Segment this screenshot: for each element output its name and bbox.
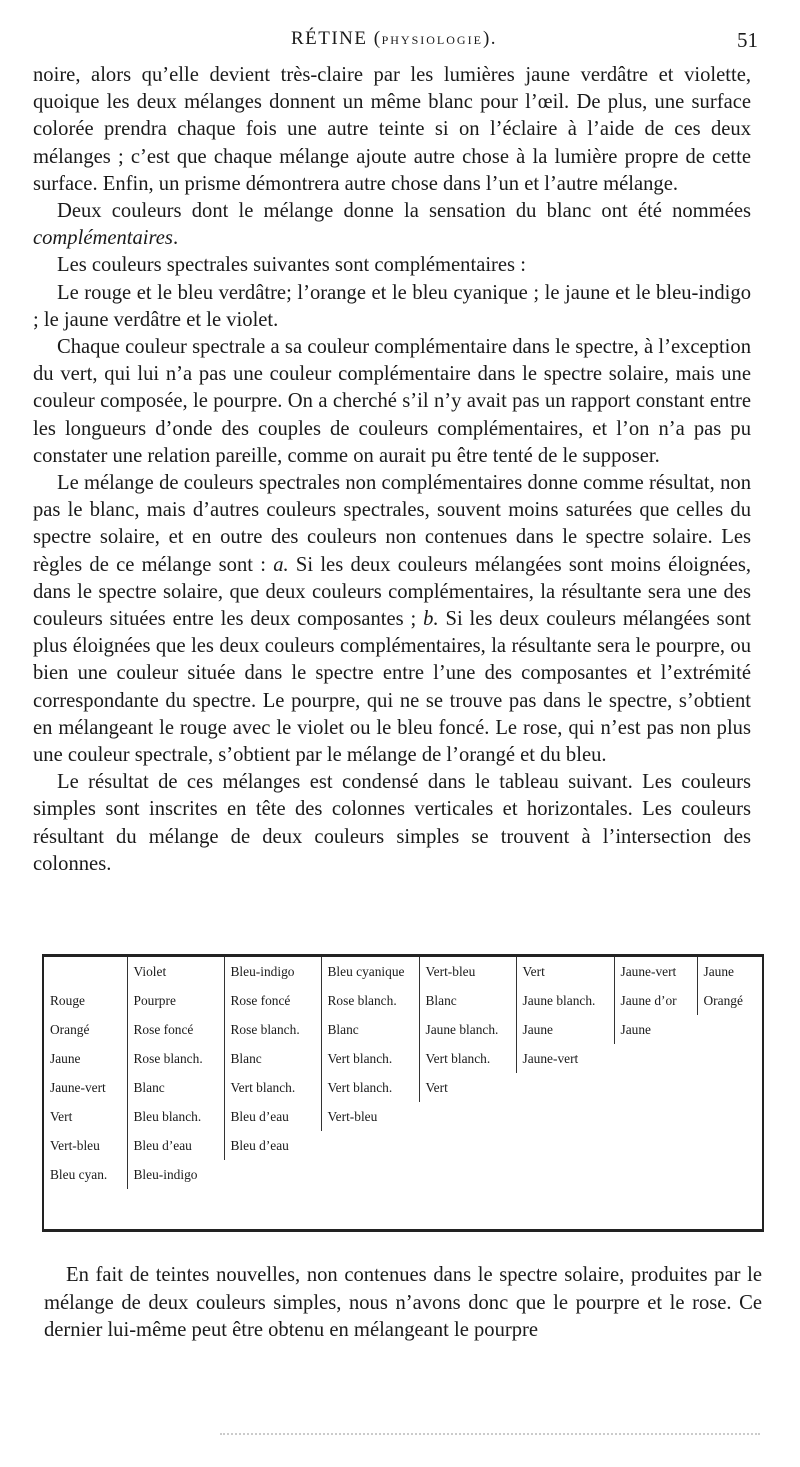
table-cell: Jaune d’or <box>614 986 697 1015</box>
table-cell <box>697 1102 766 1131</box>
table-cell <box>224 1189 321 1218</box>
table-cell: Jaune blanch. <box>516 986 614 1015</box>
table-cell <box>516 1131 614 1160</box>
table-header-cell: Jaune-vert <box>614 957 697 986</box>
table-cell <box>697 1189 766 1218</box>
table-row-label: Bleu cyan. <box>50 1166 108 1182</box>
table-cell: Blanc <box>224 1044 321 1073</box>
table-cell <box>224 1160 321 1189</box>
table-cell: Jaune <box>516 1015 614 1044</box>
running-head <box>30 28 758 60</box>
table-cell <box>419 1189 516 1218</box>
term-complementaires: complémentaires <box>33 227 173 250</box>
table-cell: Bleu d’eau <box>127 1131 224 1160</box>
table-cell <box>419 1131 516 1160</box>
mixing-table-body <box>44 957 766 1218</box>
table-row-label: Vert-bleu <box>50 1137 100 1153</box>
table-cell: Bleu d’eau <box>224 1102 321 1131</box>
mixing-table-grid <box>44 957 766 1218</box>
paragraph-2 <box>33 198 751 252</box>
table-cell <box>614 1189 697 1218</box>
table-row-label: Vert <box>50 1108 73 1124</box>
table-cell: Rose blanch. <box>127 1044 224 1073</box>
paragraph-6-part-b: Si les deux couleurs mélangées sont moins éloignées, dans le spectre solaire, que deux couleurs complémentaires, la résultante sera une des couleurs situées entre les deux composantes ; <box>33 553 752 631</box>
table-row <box>44 1073 766 1102</box>
table-cell <box>127 1189 224 1218</box>
rule-a-mark: a. <box>273 553 289 576</box>
table-header-cell: Jaune <box>697 957 766 986</box>
table-header-cell: Bleu cyanique <box>321 957 419 986</box>
paragraph-6-part-a: Le mélange de couleurs spectrales non complémentaires donne comme résultat, non pas le blanc, mais d’autres couleurs spectrales, souvent moins saturées que celles du spectre solaire, et en outre des couleurs non contenues dans le spectre solaire. Les règles de ce mélange sont : <box>33 472 751 576</box>
table-cell <box>516 1160 614 1189</box>
paragraph-6 <box>33 470 751 769</box>
table-cell: Blanc <box>321 1015 419 1044</box>
table-cell: Blanc <box>127 1073 224 1102</box>
color-mixing-table <box>42 954 764 1232</box>
paragraph-7: Le résultat de ces mélanges est condensé dans le tableau suivant. Les couleurs simples sont inscrites en tête des colonnes verticales et horizontales. Les couleurs résultant du mélange de deux couleurs simples se trouvent à l’intersection des colonnes. <box>33 771 751 875</box>
table-cell: Orangé <box>697 986 766 1015</box>
table-header-cell: Bleu-indigo <box>224 957 321 986</box>
table-row-label <box>44 1189 127 1218</box>
table-cell: Jaune <box>614 1015 697 1044</box>
title-end: ). <box>482 28 498 49</box>
page-title <box>30 28 758 50</box>
table-cell: Vert blanch. <box>321 1073 419 1102</box>
table-cell: Rose foncé <box>127 1015 224 1044</box>
page-bottom-specks <box>220 1433 760 1439</box>
table-cell <box>419 1160 516 1189</box>
table-cell: Bleu-indigo <box>127 1160 224 1189</box>
table-cell: Pourpre <box>127 986 224 1015</box>
table-cell: Blanc <box>419 986 516 1015</box>
table-cell <box>697 1160 766 1189</box>
table-cell: Vert blanch. <box>419 1044 516 1073</box>
paragraph-6-part-c: Si les deux couleurs mélangées sont plus éloignées que les deux couleurs complémentaires, la résultante sera le pourpre, ou bien une couleur située dans le spectre entre l’une des composantes et l’extrémité correspondante du spectre. Le pourpre, qui ne se trouve pas dans le spectre, s’obtient en mélangeant le rouge avec le violet ou le bleu foncé. Le rose, qui n’est pas non plus une couleur spectrale, s’obtient par le mélange de l’orangé et du bleu. <box>33 608 751 767</box>
table-cell: Vert blanch. <box>224 1073 321 1102</box>
table-cell <box>614 1073 697 1102</box>
table-cell: Vert-bleu <box>321 1102 419 1131</box>
table-cell: Bleu d’eau <box>224 1131 321 1160</box>
table-row-label: Jaune-vert <box>50 1079 106 1095</box>
table-cell <box>614 1044 697 1073</box>
table-header-cell: Vert-bleu <box>419 957 516 986</box>
table-cell <box>697 1044 766 1073</box>
table-cell: Rose blanch. <box>321 986 419 1015</box>
table-row <box>44 1131 766 1160</box>
table-cell <box>697 1015 766 1044</box>
title-main: RÉTINE ( <box>290 28 382 49</box>
table-cell <box>419 1102 516 1131</box>
closing-text <box>44 1262 762 1345</box>
table-row <box>44 1160 766 1189</box>
paragraph-2-text: Deux couleurs dont le mélange donne la sensation du blanc ont été nommées <box>57 200 751 223</box>
table-cell: Rose foncé <box>224 986 321 1015</box>
table-cell <box>614 1131 697 1160</box>
table-row <box>44 1015 766 1044</box>
table-cell <box>516 1102 614 1131</box>
table-cell: Rose blanch. <box>224 1015 321 1044</box>
table-cell: Jaune blanch. <box>419 1015 516 1044</box>
table-cell: Bleu blanch. <box>127 1102 224 1131</box>
table-row <box>44 1044 766 1073</box>
table-cell <box>321 1189 419 1218</box>
table-cell <box>697 1131 766 1160</box>
paragraph-5: Chaque couleur spectrale a sa couleur complémentaire dans le spectre, à l’exception du vert, qui lui n’a pas une couleur complémentaire dans le spectre solaire, mais une couleur composée, le pourpre. On a cherché s’il n’y avait pas un rapport constant entre les longueurs d’onde des couples de couleurs complémentaires, et l’on n’a pas pu constater une relation pareille, comme on aurait pu être tenté de le supposer. <box>33 336 751 467</box>
page-number: 51 <box>737 28 758 52</box>
table-row-label: Jaune <box>50 1050 81 1066</box>
table-row <box>44 986 766 1015</box>
table-header-cell: Vert <box>516 957 614 986</box>
rule-b-mark: b. <box>423 608 439 631</box>
table-header-row <box>44 957 766 986</box>
paragraph-4: Le rouge et le bleu verdâtre; l’orange et le bleu cyanique ; le jaune et le bleu-indigo ; le jaune verdâtre et le violet. <box>33 281 751 331</box>
table-cell <box>321 1160 419 1189</box>
table-cell <box>321 1131 419 1160</box>
table-cell <box>516 1189 614 1218</box>
table-row-label: Orangé <box>50 1021 90 1037</box>
table-row <box>44 1102 766 1131</box>
paragraph-1: noire, alors qu’elle devient très-claire par les lumières jaune verdâtre et violette, quoique les deux mélanges donnent un même blanc pour l’œil. De plus, une surface colorée prendra chaque fois une autre teinte si on l’éclaire à l’aide de ces deux mélanges ; c’est que chaque mélange ajoute autre chose à la lumière propre de cette surface. Enfin, un prisme démontrera autre chose dans l’un et l’autre mélange. <box>33 64 751 195</box>
table-cell <box>614 1160 697 1189</box>
paragraph-3: Les couleurs spectrales suivantes sont complémentaires : <box>57 254 526 277</box>
table-cell <box>516 1073 614 1102</box>
table-header-cell: Violet <box>127 957 224 986</box>
table-cell: Vert <box>419 1073 516 1102</box>
table-cell <box>697 1073 766 1102</box>
table-row <box>44 1189 766 1218</box>
table-cell: Jaune-vert <box>516 1044 614 1073</box>
paragraph-2-end: . <box>172 227 179 250</box>
table-header-cell <box>44 957 127 986</box>
table-cell <box>614 1102 697 1131</box>
title-subject: PHYSIOLOGIE <box>381 33 483 47</box>
table-cell: Vert blanch. <box>321 1044 419 1073</box>
main-text <box>33 62 751 878</box>
table-row-label: Rouge <box>50 992 85 1008</box>
paragraph-8: En fait de teintes nouvelles, non contenues dans le spectre solaire, produites par le mélange de deux couleurs simples, nous n’avons donc que le pourpre et le rose. Ce dernier lui-même peut être obtenu en mélangeant le pourpre <box>44 1264 762 1341</box>
